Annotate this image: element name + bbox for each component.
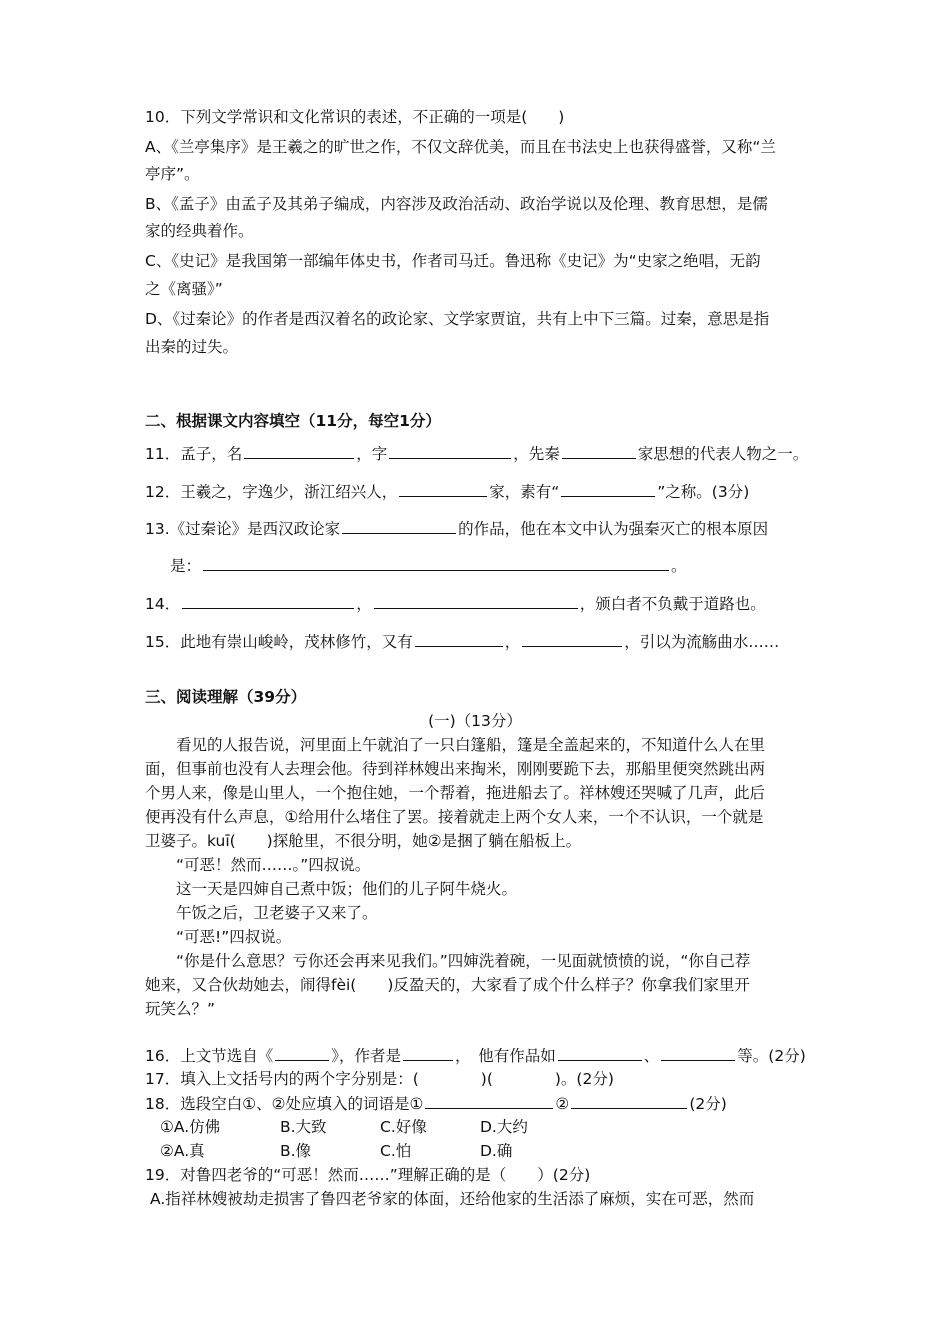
q12-blank-1[interactable] (399, 480, 487, 497)
q10-option-a-line1: A、《兰亭集序》是王羲之的旷世之作，不仅文辞优美，而且在书法史上也获得盛誉，又称“兰 (145, 138, 776, 156)
passage-line: 卫婆子。kuī( )探舱里，不很分明，她②是捆了躺在船板上。 (145, 832, 582, 850)
q14 (145, 592, 766, 615)
passage-line: 个男人来，像是山里人，一个抱住她，一个帮着，拖进船去了。祥林嫂还哭喊了几声，此后 (145, 784, 766, 802)
q14-text-3: ，颁白者不负戴于道路也。 (579, 595, 766, 613)
q12-text-1: 12．王羲之，字逸少，浙江绍兴人， (145, 483, 398, 501)
q18-option[interactable]: D.大约 (480, 1118, 528, 1136)
q16-blank-3[interactable] (558, 1044, 642, 1061)
passage-line: 玩笑么？” (145, 1000, 216, 1018)
q18-options-row2 (160, 1140, 580, 1162)
q19-option-a: A.指祥林嫂被劫走损害了鲁四老爷家的体面，还给他家的生活添了麻烦，实在可恶，然而 (150, 1190, 755, 1208)
q10-option-c-line1: C、《史记》是我国第一部编年体史书，作者司马迁。鲁迅称《史记》为“史家之绝唱，无韵 (145, 252, 761, 270)
q16-blank-2[interactable] (403, 1044, 453, 1061)
q16-blank-4[interactable] (661, 1044, 735, 1061)
q15-blank-2[interactable] (522, 630, 622, 647)
q18-blank-1[interactable] (425, 1092, 553, 1109)
passage-line: 她来，又合伙劫她去，闹得fèi( )反盈天的，大家看了成个什么样子？你拿我们家里开 (145, 976, 750, 994)
q18-option[interactable]: C.怕 (380, 1142, 412, 1160)
q11 (145, 442, 808, 465)
q16-text-1: 16．上文节选自《 (145, 1047, 274, 1065)
passage-line: 面，但事前也没有人去理会他。待到祥林嫂出来掏米，刚刚要跪下去，那船里便突然跳出两 (145, 760, 766, 778)
q12-blank-2[interactable] (561, 480, 655, 497)
q12 (145, 480, 749, 503)
q13-text-2: 的作品，他在本文中认为强秦灭亡的根本原因 (458, 520, 769, 538)
q16 (145, 1044, 806, 1067)
q18-option[interactable]: B.像 (280, 1142, 312, 1160)
q10-option-b-line2: 家的经典着作。 (145, 222, 254, 240)
q18-text-2: ② (555, 1095, 570, 1113)
section2-title: 二、根据课文内容填空（11分，每空1分） (145, 412, 441, 430)
q15-text-3: ，引以为流觞曲水…… (624, 633, 780, 651)
q13-text-1: 13.《过秦论》是西汉政论家 (145, 520, 341, 538)
q15-text-2: ， (504, 633, 521, 651)
q18 (145, 1092, 727, 1115)
q10-option-b-line1: B、《孟子》由孟子及其弟子编成，内容涉及政治活动、政治学说以及伦理、教育思想，是儒 (145, 195, 768, 213)
q10-option-c-line2: 之《离骚》” (145, 280, 223, 298)
q16-text-4: 、 (643, 1047, 660, 1065)
q15-text-1: 15．此地有崇山峻岭，茂林修竹，又有 (145, 633, 413, 651)
q11-text-3: ，先秦 (513, 445, 560, 463)
passage-line: “可恶！然而……。”四叔说。 (145, 856, 371, 874)
q14-blank-1[interactable] (182, 592, 354, 609)
q11-blank-1[interactable] (244, 442, 354, 459)
q14-blank-2[interactable] (374, 592, 578, 609)
q18-option[interactable]: B.大致 (280, 1118, 327, 1136)
q18-option[interactable]: ②A.真 (160, 1142, 205, 1160)
q16-text-5: 等。(2分) (737, 1047, 806, 1065)
q18-options-row1 (160, 1116, 580, 1138)
q15-blank-1[interactable] (415, 630, 503, 647)
passage-line: 看见的人报告说，河里面上午就泊了一只白篷船，篷是全盖起来的，不知道什么人在里 (145, 736, 766, 754)
q13-text-4: 。 (671, 557, 687, 575)
q11-text-4: 家思想的代表人物之一。 (637, 445, 809, 463)
q19-stem: 19．对鲁四老爷的“可恶！然而……”理解正确的是（ ）(2分) (145, 1166, 591, 1184)
q18-option[interactable]: C.好像 (380, 1118, 427, 1136)
q13-text-3: 是： (170, 557, 202, 575)
q11-text-2: ，字 (356, 445, 388, 463)
q12-text-2: 家，素有“ (489, 483, 560, 501)
q14-text-2: ， (356, 595, 372, 613)
q17: 17．填入上文括号内的两个字分别是：( )( )。(2分) (145, 1070, 614, 1088)
q18-option[interactable]: D.确 (480, 1142, 513, 1160)
passage-line: “你是什么意思？亏你还会再来见我们。”四婶洗着碗，一见面就愤愤的说，“你自己荐 (145, 952, 751, 970)
q16-blank-1[interactable] (275, 1044, 329, 1061)
q11-blank-2[interactable] (389, 442, 511, 459)
q18-text-1: 18．选段空白①、②处应填入的词语是① (145, 1095, 424, 1113)
passage-line: 便再没有什么声息，①给用什么堵住了罢。接着就走上两个女人来，一个不认识，一个就是 (145, 808, 764, 826)
q12-text-3: ”之称。(3分) (657, 483, 750, 501)
passage-line: 午饭之后，卫老婆子又来了。 (145, 904, 378, 922)
passage-line: “可恶!”四叔说。 (145, 928, 292, 946)
q11-blank-3[interactable] (562, 442, 636, 459)
q10-option-d-line1: D、《过秦论》的作者是西汉着名的政论家、文学家贾谊，共有上中下三篇。过秦，意思是指 (145, 310, 770, 328)
q14-text-1: 14． (145, 595, 181, 613)
q16-text-2: 》，作者是 (331, 1047, 401, 1065)
q10-stem: 10．下列文学常识和文化常识的表述，不正确的一项是( ) (145, 108, 565, 126)
q13-line1 (145, 517, 768, 540)
q18-text-3: (2分) (689, 1095, 727, 1113)
q15 (145, 630, 779, 653)
q18-blank-2[interactable] (571, 1092, 687, 1109)
q16-text-3: ， 他有作品如 (455, 1047, 556, 1065)
q10-option-d-line2: 出秦的过失。 (145, 338, 239, 356)
q18-option[interactable]: ①A.仿佛 (160, 1118, 221, 1136)
q13-line2 (170, 554, 687, 577)
q10-option-a-line2: 亭序”。 (145, 165, 200, 183)
q13-blank-1[interactable] (342, 517, 456, 534)
q11-text-1: 11．孟子，名 (145, 445, 243, 463)
section3-title: 三、阅读理解（39分） (145, 688, 307, 706)
q13-blank-2[interactable] (203, 554, 669, 571)
passage-heading: (一)（13分） (428, 712, 522, 730)
passage-line: 这一天是四婶自己煮中饭；他们的儿子阿牛烧火。 (145, 880, 518, 898)
